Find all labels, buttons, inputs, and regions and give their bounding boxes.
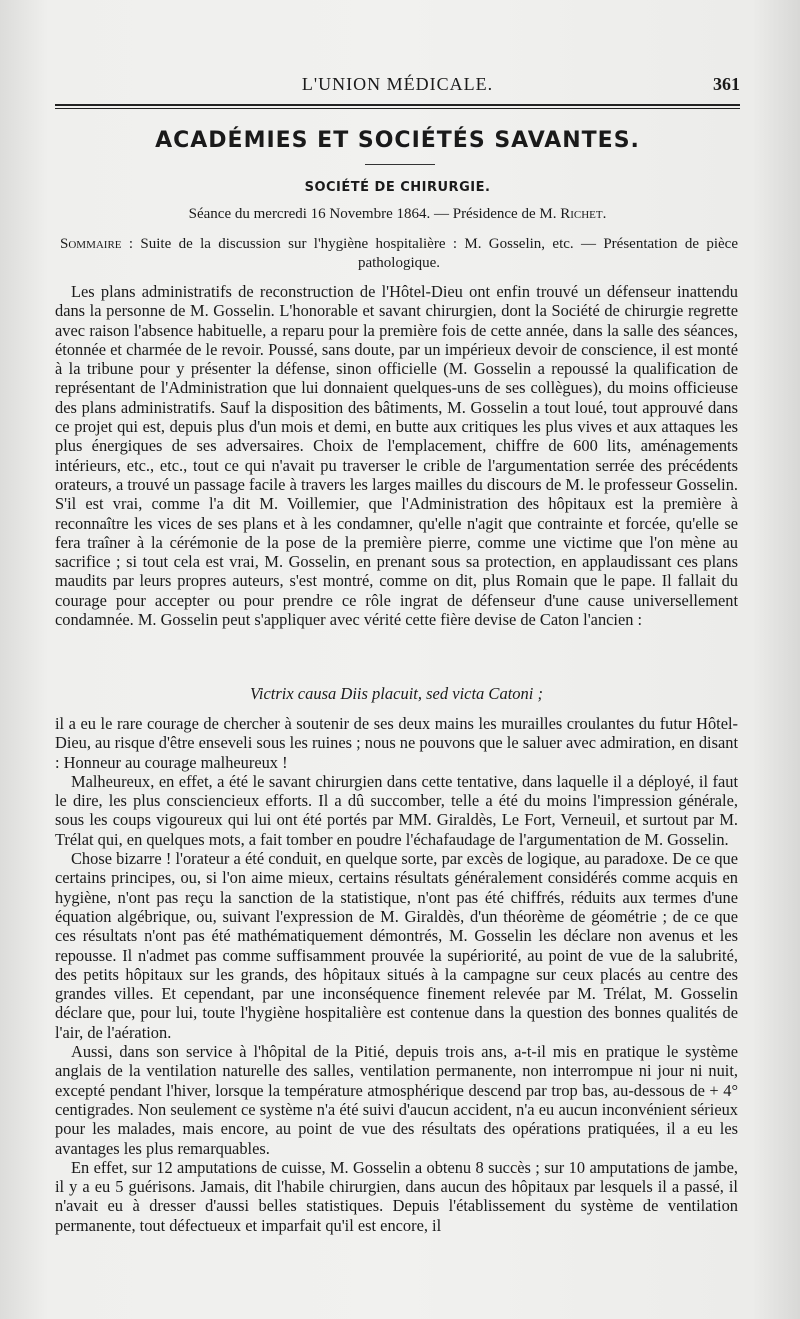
paragraph-4: Chose bizarre ! l'orateur a été conduit, en quelque sorte, par excès de logique, au paradoxe. De ce que certains principes, ou, si l'on aime mieux, certains résultats généralement considérés comme acquis en hygiène, n'ont pas reçu la sanction de la statistique, n'ont pas été chiffrés, réduits aux termes d'une équation algébrique, ou, suivant l'expression de M. Giraldès, d'un théorème de géométrie ; de ce que ces résultats n'ont pas été mathématiquement démontrés, M. Gosselin les déclare non avenus et les repousse. Il n'admet pas comme suffisamment prouvée la supériorité, au point de vue de la salubrité, des petits hôpitaux sur les grands, des hôpitaux situés à la campagne sur ceux placés au centre des grandes villes. Et cependant, par une inconséquence finement relevée par M. Trélat, M. Gosselin déclare que, pour lui, toute l'hygiène hospitalière est contenue dans la question des bonnes qualités de l'air, de l'aération. — [55, 849, 738, 1042]
society-heading: SOCIÉTÉ DE CHIRURGIE. — [304, 180, 491, 195]
latin-quote: Victrix causa Diis placuit, sed victa Catoni ; — [250, 684, 543, 703]
paragraph-2: il a eu le rare courage de chercher à soutenir de ses deux mains les murailles croulantes du futur Hôtel-Dieu, au risque d'être enseveli sous les ruines ; nous ne pouvons que le saluer avec admiration, en disant : Honneur au courage malheureux ! — [55, 714, 738, 772]
seance-date: Séance du mercredi 16 Novembre 1864. — Présidence de M. — [188, 206, 557, 222]
title-divider — [365, 164, 435, 165]
running-title: L'UNION MÉDICALE. — [301, 74, 494, 94]
running-head — [55, 74, 740, 100]
seance-line — [55, 206, 740, 223]
paragraph-6: En effet, sur 12 amputations de cuisse, M. Gosselin a obtenu 8 succès ; sur 10 amputations de jambe, il y a eu 5 guérisons. Jamais, dit l'habile chirurgien, dans aucun des hôpitaux par lesquels il a passé, il n'avait eu à dresser d'aussi belles statistiques. Depuis l'établissement du système de ventilation permanente, tout défectueux et imparfait qu'il est encore, il — [55, 1157, 738, 1235]
sommaire-label: Sommaire : — [60, 236, 134, 252]
article-part-2 — [55, 714, 738, 1235]
page-number: 361 — [713, 74, 740, 94]
header-rule — [55, 104, 740, 109]
paragraph-1: Les plans administratifs de reconstruction de l'Hôtel-Dieu ont enfin trouvé un défenseur inattendu dans la personne de M. Gosselin. L'honorable et savant chirurgien, dont la Société de chirurgie regrette avec raison l'absence habituelle, a reparu pour la première fois de cette année, dans la salle des séances, étonnée et charmée de le revoir. Poussé, sans doute, par un impérieux devoir de conscience, il est monté à la tribune pour y présenter la défense, sinon officielle (M. Gosselin a repoussé la qualification de représentant de l'Administration que lui donnaient quelques-uns de ses collègues), du moins officieuse des plans administratifs. Sauf la disposition des bâtiments, M. Gosselin a tout loué, tout approuvé dans ce projet qui est, depuis plus d'un mois et demi, en butte aux critiques les plus vives et aux attaques les plus énergiques de ses adversaires. Choix de l'emplacement, chiffre de 600 lits, aménagements intérieurs, etc., etc., tout ce qui n'avait pu traverser le crible de l'argumentation serrée des précédents orateurs, a trouvé un passage facile à travers les larges mailles du discours de M. le professeur Gosselin. S'il est vrai, comme l'a dit M. Voillemier, que l'Administration des hôpitaux est la première à reconnaître les vices de ses plans et à les condamner, qu'elle n'agit que contrainte et forcée, qu'elle se fera traîner à la cérémonie de la pose de la première pierre, comme une victime que l'on mène au sacrifice ; si tout cela est vrai, M. Gosselin, en prenant sous sa protection, en applaudissant ces plans maudits par leurs propres auteurs, s'est montré, comme on dit, plus Romain que le pape. Il fallait du courage pour accepter ou pour prendre ce rôle ingrat de défenseur d'une cause universellement condamnée. M. Gosselin peut s'appliquer avec vérité cette fière devise de Caton l'ancien : — [55, 282, 738, 630]
paragraph-3: Malheureux, en effet, a été le savant chirurgien dans cette tentative, dans laquelle il a déployé, il faut le dire, les plus consciencieux efforts. Il a dû succomber, telle a été du moins l'impression générale, sous les coups vigoureux qui lui ont été portés par MM. Giraldès, Le Fort, Verneuil, et surtout par M. Trélat qui, en quelques mots, a fait tomber en poudre l'échafaudage de l'argumentation de M. Gosselin. — [55, 771, 738, 849]
president-name: Richet. — [560, 206, 607, 222]
article-part-1 — [55, 282, 738, 629]
section-title: ACADÉMIES ET SOCIÉTÉS SAVANTES. — [155, 128, 640, 153]
sommaire-text: Suite de la discussion sur l'hygiène hospitalière : M. Gosselin, etc. — Présentation de pièce pathologique. — [140, 236, 738, 271]
sommaire — [60, 235, 738, 273]
paragraph-5: Aussi, dans son service à l'hôpital de la Pitié, depuis trois ans, a-t-il mis en pratique le système anglais de la ventilation naturelle des salles, ventilation permanente, non interrompue ni jour ni nuit, excepté pendant l'hiver, lorsque la température atmosphérique descend par trop bas, au-dessous de + 4° centigrades. Non seulement ce système n'a été suivi d'aucun accident, n'a eu aucun inconvénient sérieux pour les malades, mais encore, au point de vue des résultats des opérations pratiquées, il a eu les avantages les plus remarquables. — [55, 1042, 738, 1158]
